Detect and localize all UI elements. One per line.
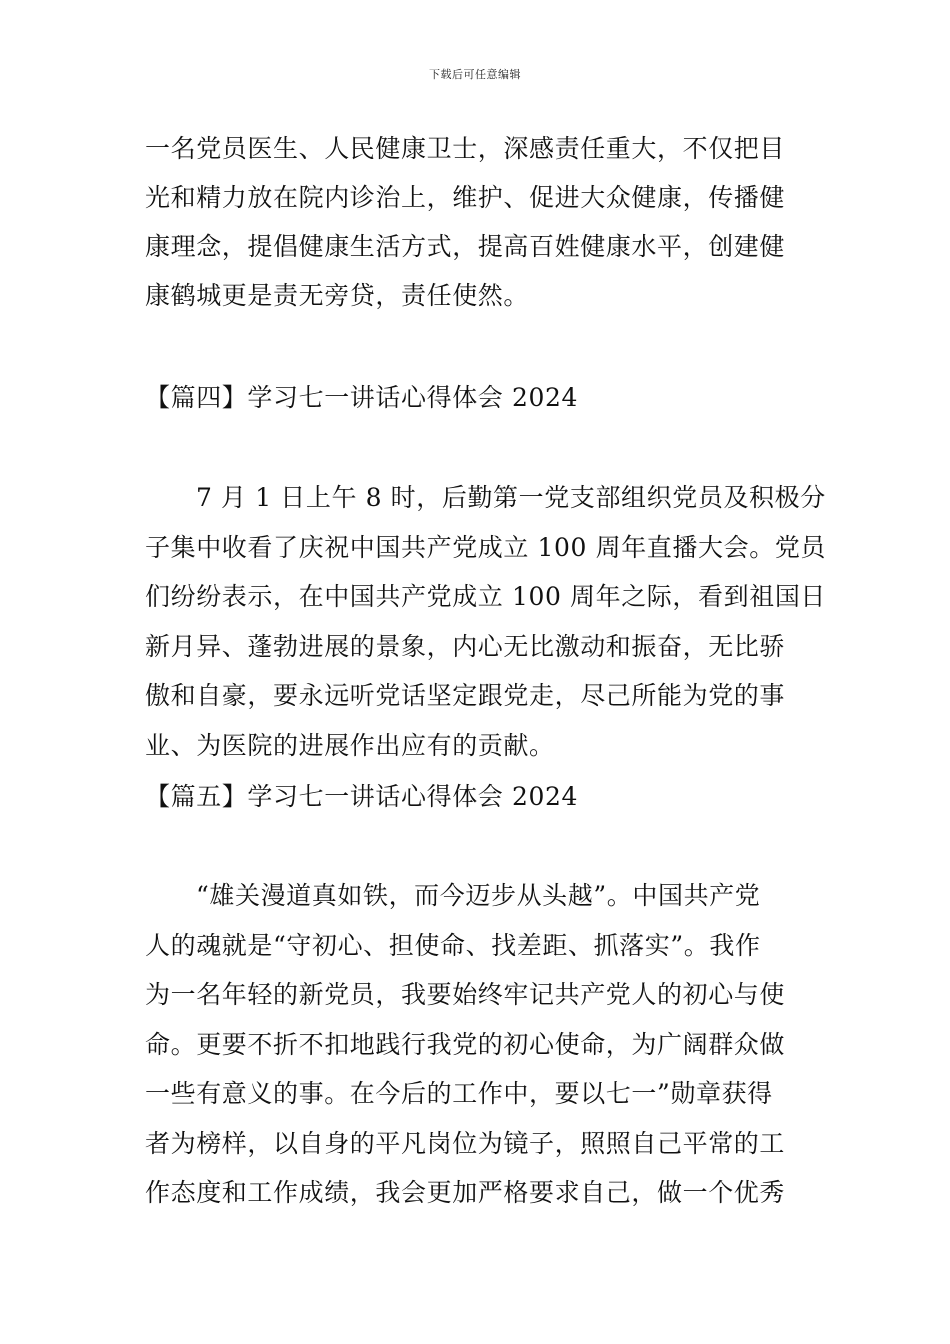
paragraph-line: 一名党员医生、人民健康卫士，深感责任重大，不仅把目 [145,134,786,163]
paragraph-line: 7 月 1 日上午 8 时，后勤第一党支部组织党员及积极分 [196,483,826,512]
paragraph-line: 业、为医院的进展作出应有的贡献。 [145,731,555,760]
page-header: 下载后可任意编辑 [429,68,521,81]
section-heading: 【篇五】学习七一讲话心得体会 2024 [145,782,578,811]
paragraph-line: 一些有意义的事。在今后的工作中，要以七一”勋章获得 [145,1079,773,1108]
section-heading: 【篇四】学习七一讲话心得体会 2024 [145,383,578,412]
paragraph-line: 命。更要不折不扣地践行我党的初心使命，为广阔群众做 [145,1030,786,1059]
paragraph-line: 们纷纷表示，在中国共产党成立 100 周年之际，看到祖国日 [145,582,827,611]
paragraph-line: 新月异、蓬勃进展的景象，内心无比激动和振奋，无比骄 [145,632,786,661]
paragraph-line: 为一名年轻的新党员，我要始终牢记共产党人的初心与使 [145,980,786,1009]
paragraph-line: 康理念，提倡健康生活方式，提高百姓健康水平，创建健 [145,232,786,261]
paragraph-line: 者为榜样，以自身的平凡岗位为镜子，照照自己平常的工 [145,1129,786,1158]
paragraph-line: 康鹤城更是责无旁贷，责任使然。 [145,281,530,310]
paragraph-line: 傲和自豪，要永远听党话坚定跟党走，尽己所能为党的事 [145,681,786,710]
paragraph-line: 人的魂就是“守初心、担使命、找差距、抓落实”。我作 [145,931,761,960]
paragraph-line: 作态度和工作成绩，我会更加严格要求自己，做一个优秀 [145,1178,786,1207]
paragraph-line: “雄关漫道真如铁，而今迈步从头越”。中国共产党 [196,881,761,910]
paragraph-line: 子集中收看了庆祝中国共产党成立 100 周年直播大会。党员 [145,533,827,562]
paragraph-line: 光和精力放在院内诊治上，维护、促进大众健康，传播健 [145,183,786,212]
